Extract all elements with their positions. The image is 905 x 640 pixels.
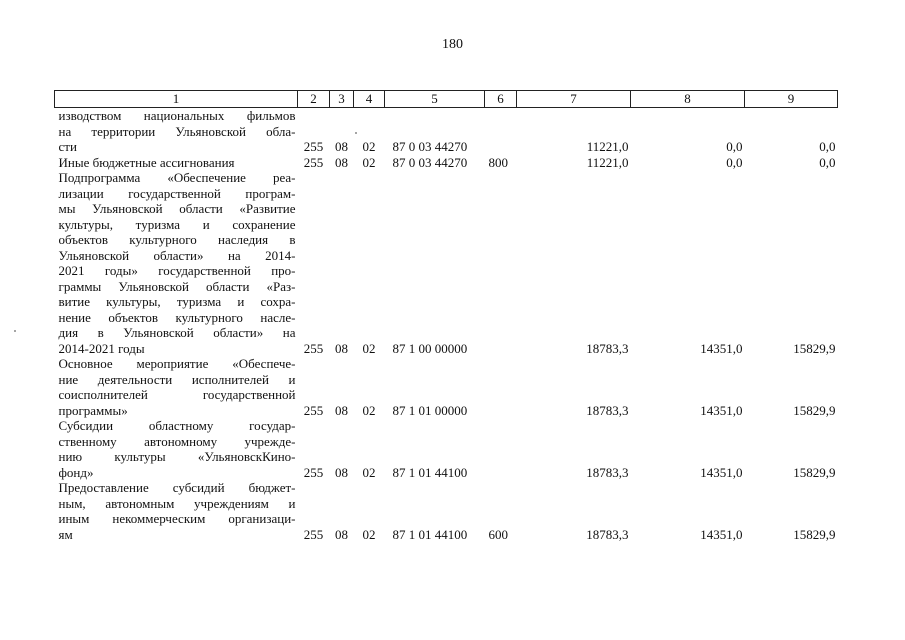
table-row bbox=[55, 155, 838, 171]
expense-type: 600 bbox=[488, 526, 508, 542]
target-article: 87 1 01 44100 bbox=[392, 464, 468, 480]
column-header: 8 bbox=[631, 91, 745, 108]
column-header: 7 bbox=[517, 91, 631, 108]
description-line: Подпрограмма «Обеспечение реа- bbox=[58, 170, 296, 185]
table-row bbox=[55, 356, 838, 418]
subsection-code: 02 bbox=[362, 526, 376, 542]
row-description bbox=[55, 356, 298, 418]
amount-col7: 18783,3 bbox=[586, 402, 629, 418]
target-article: 87 1 01 44100 bbox=[392, 526, 468, 542]
description-line: иным некоммерческим организаци- bbox=[58, 511, 296, 526]
description-line: Субсидии областному государ- bbox=[58, 418, 296, 433]
target-article: 87 0 03 44270 bbox=[392, 139, 468, 154]
target-article: 87 1 01 00000 bbox=[392, 402, 468, 418]
amount-col9: 0,0 bbox=[819, 139, 836, 154]
column-header: 3 bbox=[330, 91, 354, 108]
description-line: программы» bbox=[58, 402, 128, 418]
column-number-row bbox=[55, 91, 838, 108]
description-line: витие культуры, туризма и сохра- bbox=[58, 294, 296, 309]
page-number: 180 bbox=[442, 37, 463, 52]
description-line: Предоставление субсидий бюджет- bbox=[58, 480, 296, 495]
amount-col7: 18783,3 bbox=[586, 340, 629, 356]
row-description bbox=[55, 480, 298, 542]
amount-col7: 11221,0 bbox=[586, 154, 629, 170]
amount-col9: 0,0 bbox=[819, 154, 836, 170]
amount-col9: 15829,9 bbox=[793, 402, 836, 418]
description-line: ным, автономным учреждениям и bbox=[58, 495, 296, 511]
scan-speck bbox=[14, 330, 16, 332]
description-line: лизации государственной програм- bbox=[58, 185, 296, 201]
amount-col7: 18783,3 bbox=[586, 526, 629, 542]
subsection-code: 02 bbox=[362, 402, 376, 418]
expense-type bbox=[485, 418, 517, 480]
description-line: ственному автономному учрежде- bbox=[58, 433, 296, 449]
admin-code: 255 bbox=[303, 464, 324, 480]
column-header: 4 bbox=[354, 91, 385, 108]
column-header: 6 bbox=[485, 91, 517, 108]
amount-col8: 0,0 bbox=[726, 139, 743, 154]
row-description bbox=[55, 418, 298, 480]
amount-col9: 15829,9 bbox=[793, 340, 836, 356]
expense-type bbox=[485, 108, 517, 155]
section-code: 08 bbox=[335, 402, 348, 418]
row-description bbox=[55, 170, 298, 356]
section-code: 08 bbox=[335, 139, 348, 154]
description-line: изводством национальных фильмов bbox=[58, 108, 296, 123]
table-row bbox=[55, 170, 838, 356]
subsection-code: 02 bbox=[362, 464, 376, 480]
admin-code: 255 bbox=[303, 526, 324, 542]
description-line: объектов культурного наследия в bbox=[58, 232, 296, 247]
section-code: 08 bbox=[335, 154, 348, 170]
table-row bbox=[55, 418, 838, 480]
description-line: граммы Ульяновской области «Раз- bbox=[58, 278, 296, 294]
amount-col8: 14351,0 bbox=[700, 464, 743, 480]
description-line: фонд» bbox=[58, 464, 94, 480]
expense-type: 800 bbox=[488, 154, 508, 170]
subsection-code: 02 bbox=[362, 340, 376, 356]
admin-code: 255 bbox=[303, 139, 324, 154]
amount-col8: 0,0 bbox=[726, 154, 743, 170]
admin-code: 255 bbox=[303, 154, 324, 170]
column-header: 9 bbox=[745, 91, 838, 108]
amount-col7: 11221,0 bbox=[586, 139, 629, 154]
section-code: 08 bbox=[335, 340, 348, 356]
subsection-code: 02 bbox=[362, 154, 376, 170]
column-header: 2 bbox=[298, 91, 330, 108]
scan-speck bbox=[355, 132, 357, 134]
amount-col9: 15829,9 bbox=[793, 526, 836, 542]
description-line: ние деятельности исполнителей и bbox=[58, 371, 296, 387]
amount-col8: 14351,0 bbox=[700, 526, 743, 542]
description-line: 2014-2021 годы bbox=[58, 340, 145, 356]
description-line: 2021 годы» государственной про- bbox=[58, 263, 296, 278]
amount-col9: 15829,9 bbox=[793, 464, 836, 480]
admin-code: 255 bbox=[303, 402, 324, 418]
section-code: 08 bbox=[335, 526, 348, 542]
expense-type bbox=[485, 170, 517, 356]
amount-col7: 18783,3 bbox=[586, 464, 629, 480]
subsection-code: 02 bbox=[362, 139, 376, 154]
description-line: соисполнителей государственной bbox=[58, 387, 296, 402]
description-line: культуры, туризма и сохранение bbox=[58, 216, 296, 232]
description-line: Иные бюджетные ассигнования bbox=[58, 154, 235, 170]
description-line: ям bbox=[58, 526, 73, 542]
admin-code: 255 bbox=[303, 340, 324, 356]
amount-col8: 14351,0 bbox=[700, 402, 743, 418]
column-header: 5 bbox=[385, 91, 485, 108]
target-article: 87 1 00 00000 bbox=[392, 340, 468, 356]
row-description bbox=[55, 108, 298, 155]
description-line: Ульяновской области» на 2014- bbox=[58, 247, 296, 263]
budget-table bbox=[54, 90, 838, 542]
description-line: нию культуры «УльяновскКино- bbox=[58, 449, 296, 464]
description-line: мы Ульяновской области «Развитие bbox=[58, 201, 296, 216]
description-line: нение объектов культурного насле- bbox=[58, 309, 296, 325]
row-description bbox=[55, 155, 298, 171]
expense-type bbox=[485, 356, 517, 418]
description-line: на территории Ульяновской обла- bbox=[58, 123, 296, 139]
description-line: Основное мероприятие «Обеспече- bbox=[58, 356, 296, 371]
column-header: 1 bbox=[55, 91, 298, 108]
table-row bbox=[55, 480, 838, 542]
table-row bbox=[55, 108, 838, 155]
target-article: 87 0 03 44270 bbox=[392, 154, 468, 170]
amount-col8: 14351,0 bbox=[700, 340, 743, 356]
section-code: 08 bbox=[335, 464, 348, 480]
description-line: сти bbox=[58, 139, 77, 154]
description-line: дия в Ульяновской области» на bbox=[58, 325, 296, 340]
